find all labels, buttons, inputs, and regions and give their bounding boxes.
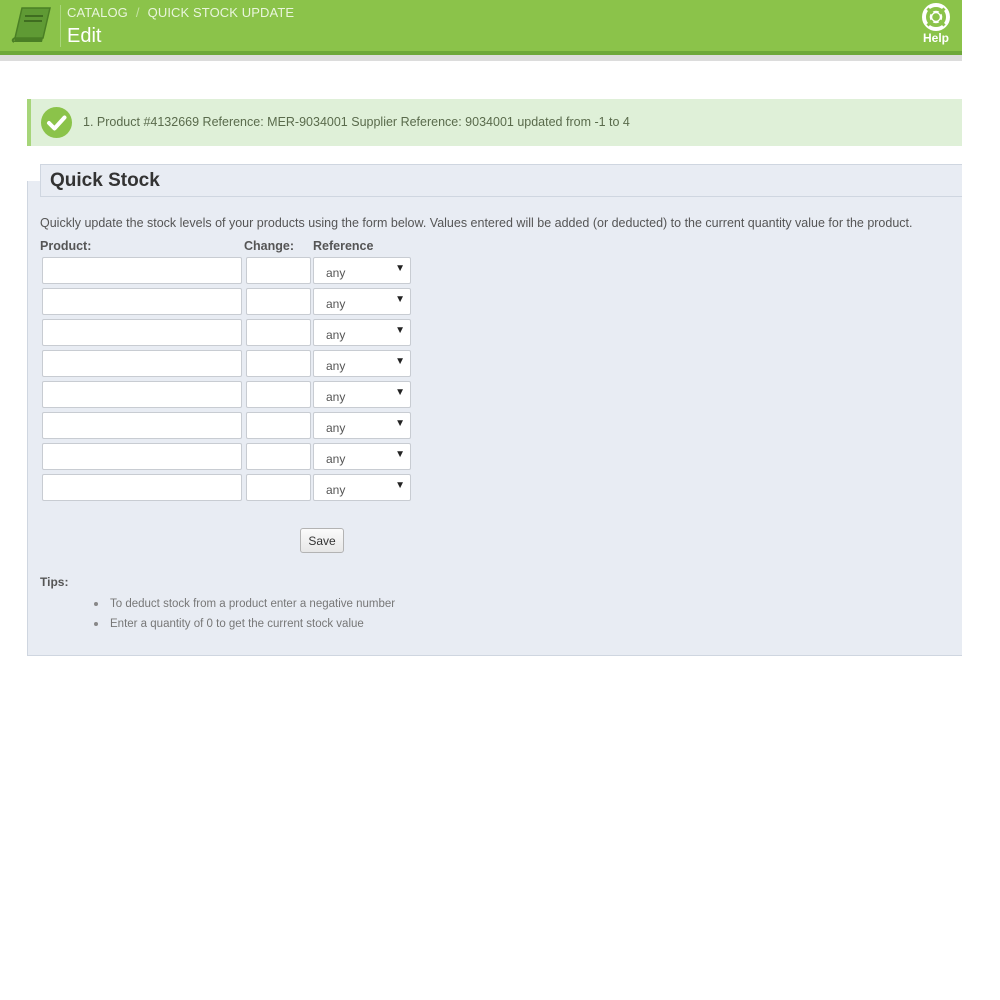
caret-down-icon: ▼ bbox=[395, 387, 405, 398]
lifebuoy-icon bbox=[922, 3, 950, 31]
caret-down-icon: ▼ bbox=[395, 449, 405, 460]
intro-text: Quickly update the stock levels of your products using the form below. Values entered will be added (or deducted) to the current quantity value for the product. bbox=[40, 216, 913, 230]
reference-select[interactable] bbox=[313, 474, 411, 501]
product-input[interactable] bbox=[42, 443, 242, 470]
reference-select[interactable] bbox=[313, 257, 411, 284]
reference-value: any bbox=[326, 452, 346, 466]
change-input[interactable] bbox=[246, 443, 311, 470]
panel-title: Quick Stock bbox=[50, 170, 160, 191]
reference-value: any bbox=[326, 266, 346, 280]
alert-message: 1. Product #4132669 Reference: MER-9034001 Supplier Reference: 9034001 updated from -1 to 4 bbox=[83, 115, 630, 129]
breadcrumb-separator: / bbox=[135, 5, 140, 20]
reference-value: any bbox=[326, 328, 346, 342]
help-label: Help bbox=[922, 31, 949, 45]
caret-down-icon: ▼ bbox=[395, 480, 405, 491]
column-header-change: Change: bbox=[244, 239, 294, 253]
header-shadow-line bbox=[0, 55, 962, 61]
product-input[interactable] bbox=[42, 474, 242, 501]
change-input[interactable] bbox=[246, 412, 311, 439]
product-input[interactable] bbox=[42, 381, 242, 408]
tip-item bbox=[94, 617, 395, 637]
tip-item bbox=[94, 597, 395, 617]
bullet-icon bbox=[94, 622, 98, 626]
caret-down-icon: ▼ bbox=[395, 325, 405, 336]
panel-corner-gap bbox=[27, 164, 40, 181]
tip-text: Enter a quantity of 0 to get the current stock value bbox=[110, 618, 364, 630]
save-button[interactable]: Save bbox=[300, 528, 344, 553]
stock-row bbox=[42, 412, 412, 439]
reference-value: any bbox=[326, 483, 346, 497]
page-title: Edit bbox=[67, 25, 102, 47]
caret-down-icon: ▼ bbox=[395, 356, 405, 367]
stock-row bbox=[42, 350, 412, 377]
tips-list bbox=[94, 597, 395, 637]
change-input[interactable] bbox=[246, 381, 311, 408]
bullet-icon bbox=[94, 602, 98, 606]
stock-row bbox=[42, 257, 412, 284]
stock-row bbox=[42, 474, 412, 501]
stock-row bbox=[42, 319, 412, 346]
tips-label: Tips: bbox=[40, 575, 69, 589]
reference-select[interactable] bbox=[313, 319, 411, 346]
top-header-bar bbox=[0, 0, 962, 51]
column-header-product: Product: bbox=[40, 239, 92, 253]
reference-select[interactable] bbox=[313, 288, 411, 315]
column-header-reference: Reference bbox=[313, 239, 374, 253]
panel-heading bbox=[40, 164, 962, 197]
book-icon bbox=[10, 6, 52, 44]
change-input[interactable] bbox=[246, 257, 311, 284]
reference-value: any bbox=[326, 390, 346, 404]
change-input[interactable] bbox=[246, 288, 311, 315]
reference-value: any bbox=[326, 297, 346, 311]
tip-text: To deduct stock from a product enter a negative number bbox=[110, 598, 396, 610]
product-input[interactable] bbox=[42, 288, 242, 315]
header-divider bbox=[60, 5, 61, 47]
quick-stock-panel bbox=[27, 164, 962, 656]
reference-value: any bbox=[326, 359, 346, 373]
success-alert bbox=[27, 99, 962, 146]
product-input[interactable] bbox=[42, 350, 242, 377]
change-input[interactable] bbox=[246, 474, 311, 501]
stock-row bbox=[42, 381, 412, 408]
reference-select[interactable] bbox=[313, 350, 411, 377]
check-circle-icon bbox=[41, 107, 72, 138]
reference-select[interactable] bbox=[313, 443, 411, 470]
reference-value: any bbox=[326, 421, 346, 435]
reference-select[interactable] bbox=[313, 412, 411, 439]
stock-row bbox=[42, 288, 412, 315]
reference-select[interactable] bbox=[313, 381, 411, 408]
stock-row bbox=[42, 443, 412, 470]
product-input[interactable] bbox=[42, 412, 242, 439]
change-input[interactable] bbox=[246, 319, 311, 346]
caret-down-icon: ▼ bbox=[395, 418, 405, 429]
product-input[interactable] bbox=[42, 319, 242, 346]
change-input[interactable] bbox=[246, 350, 311, 377]
caret-down-icon: ▼ bbox=[395, 263, 405, 274]
help-button[interactable] bbox=[918, 3, 954, 45]
caret-down-icon: ▼ bbox=[395, 294, 405, 305]
breadcrumb bbox=[67, 5, 294, 20]
breadcrumb-quick-stock-update[interactable]: QUICK STOCK UPDATE bbox=[147, 5, 295, 20]
breadcrumb-catalog[interactable]: CATALOG bbox=[67, 5, 128, 20]
product-input[interactable] bbox=[42, 257, 242, 284]
